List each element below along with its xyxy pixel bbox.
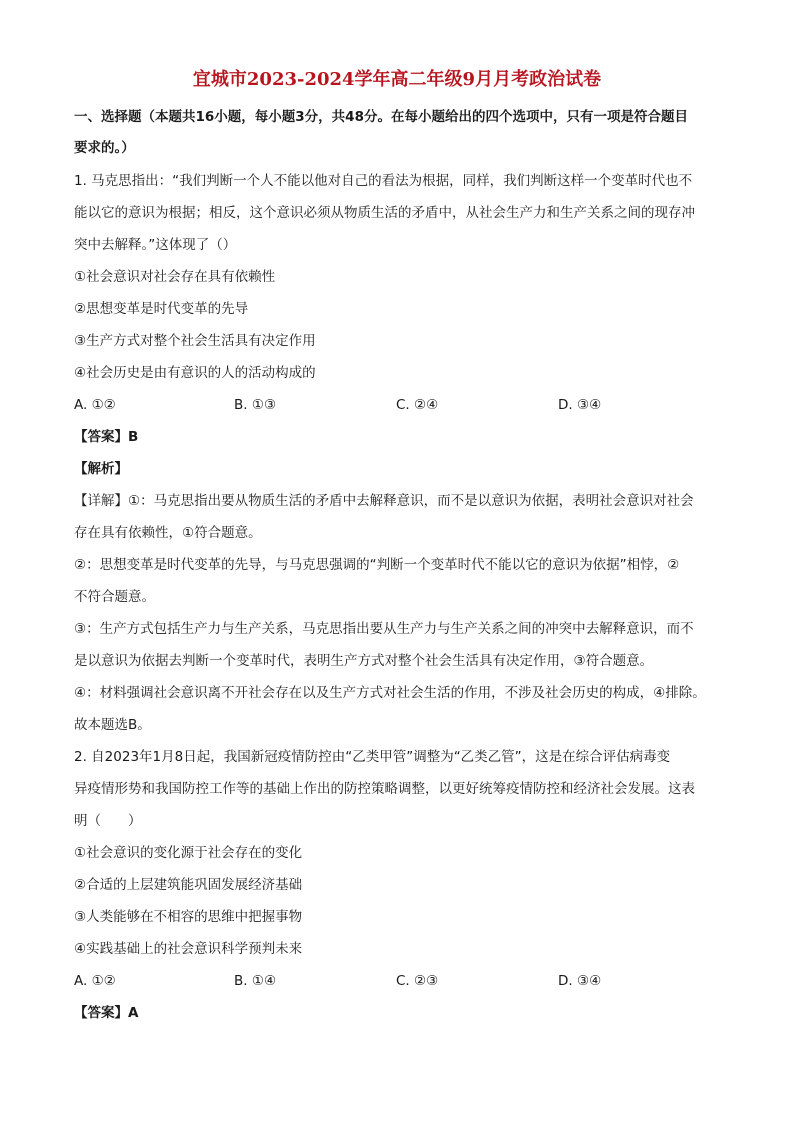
q1-detail-line2: 存在具有依赖性，①符合题意。 <box>74 525 262 541</box>
q1-stem-line3: 突中去解释。”这体现了（） <box>74 237 237 253</box>
q2-stem-line3: 明（ ） <box>74 813 142 829</box>
q1-item-1: ①社会意识对社会存在具有依赖性 <box>74 269 276 285</box>
q1-item-3: ③生产方式对整个社会生活具有决定作用 <box>74 333 316 349</box>
q2-answer: 【答案】A <box>74 1005 139 1021</box>
q1-answer: 【答案】B <box>74 429 139 445</box>
q1-detail-line3: ②：思想变革是时代变革的先导，与马克思强调的“判断一个变革时代不能以它的意识为依据”相悖，② <box>74 557 680 573</box>
q2-option-d: D. ③④ <box>558 973 602 989</box>
section-heading-line1: 一、选择题（本题共16小题，每小题3分，共48分。在每小题给出的四个选项中，只有一项是符合题目 <box>74 109 688 125</box>
q1-stem-line1: 1. 马克思指出：“我们判断一个人不能以他对自己的看法为根据，同样，我们判断这样一个变革时代也不 <box>74 173 693 189</box>
q2-stem-line1: 2. 自2023年1月8日起，我国新冠疫情防控由“乙类甲管”调整为“乙类乙管”，这是在综合评估病毒变 <box>74 749 671 765</box>
q1-option-c: C. ②④ <box>396 397 439 413</box>
q1-detail-line1: 【详解】①：马克思指出要从物质生活的矛盾中去解释意识，而不是以意识为依据，表明社会意识对社会 <box>74 493 694 509</box>
q1-option-b: B. ①③ <box>234 397 277 413</box>
q1-analysis-label: 【解析】 <box>74 461 128 477</box>
q1-option-a: A. ①② <box>74 397 116 413</box>
q1-detail-line6: 是以意识为依据去判断一个变革时代，表明生产方式对整个社会生活具有决定作用，③符合题意。 <box>74 653 654 669</box>
q2-option-a: A. ①② <box>74 973 116 989</box>
q2-item-1: ①社会意识的变化源于社会存在的变化 <box>74 845 303 861</box>
q2-item-3: ③人类能够在不相容的思维中把握事物 <box>74 909 303 925</box>
q1-item-2: ②思想变革是时代变革的先导 <box>74 301 249 317</box>
q1-detail-line4: 不符合题意。 <box>74 589 155 605</box>
page-title: 宜城市2023-2024学年高二年级9月月考政治试卷 <box>192 69 602 90</box>
q2-item-4: ④实践基础上的社会意识科学预判未来 <box>74 941 303 957</box>
q1-item-4: ④社会历史是由有意识的人的活动构成的 <box>74 365 316 381</box>
q2-option-c: C. ②③ <box>396 973 439 989</box>
q2-item-2: ②合适的上层建筑能巩固发展经济基础 <box>74 877 303 893</box>
q1-detail-line8: 故本题选B。 <box>74 717 151 733</box>
q1-detail-line7: ④：材料强调社会意识离不开社会存在以及生产方式对社会生活的作用，不涉及社会历史的构成，④排除。 <box>74 685 706 701</box>
q1-stem-line2: 能以它的意识为根据；相反，这个意识必须从物质生活的矛盾中，从社会生产力和生产关系之间的现存冲 <box>74 205 695 221</box>
q1-option-d: D. ③④ <box>558 397 602 413</box>
section-heading-line2: 要求的。） <box>74 140 135 156</box>
q2-stem-line2: 异疫情形势和我国防控工作等的基础上作出的防控策略调整，以更好统筹疫情防控和经济社会发展。这表 <box>74 781 695 797</box>
q2-option-b: B. ①④ <box>234 973 277 989</box>
q1-detail-line5: ③：生产方式包括生产力与生产关系，马克思指出要从生产力与生产关系之间的冲突中去解释意识，而不 <box>74 621 694 637</box>
